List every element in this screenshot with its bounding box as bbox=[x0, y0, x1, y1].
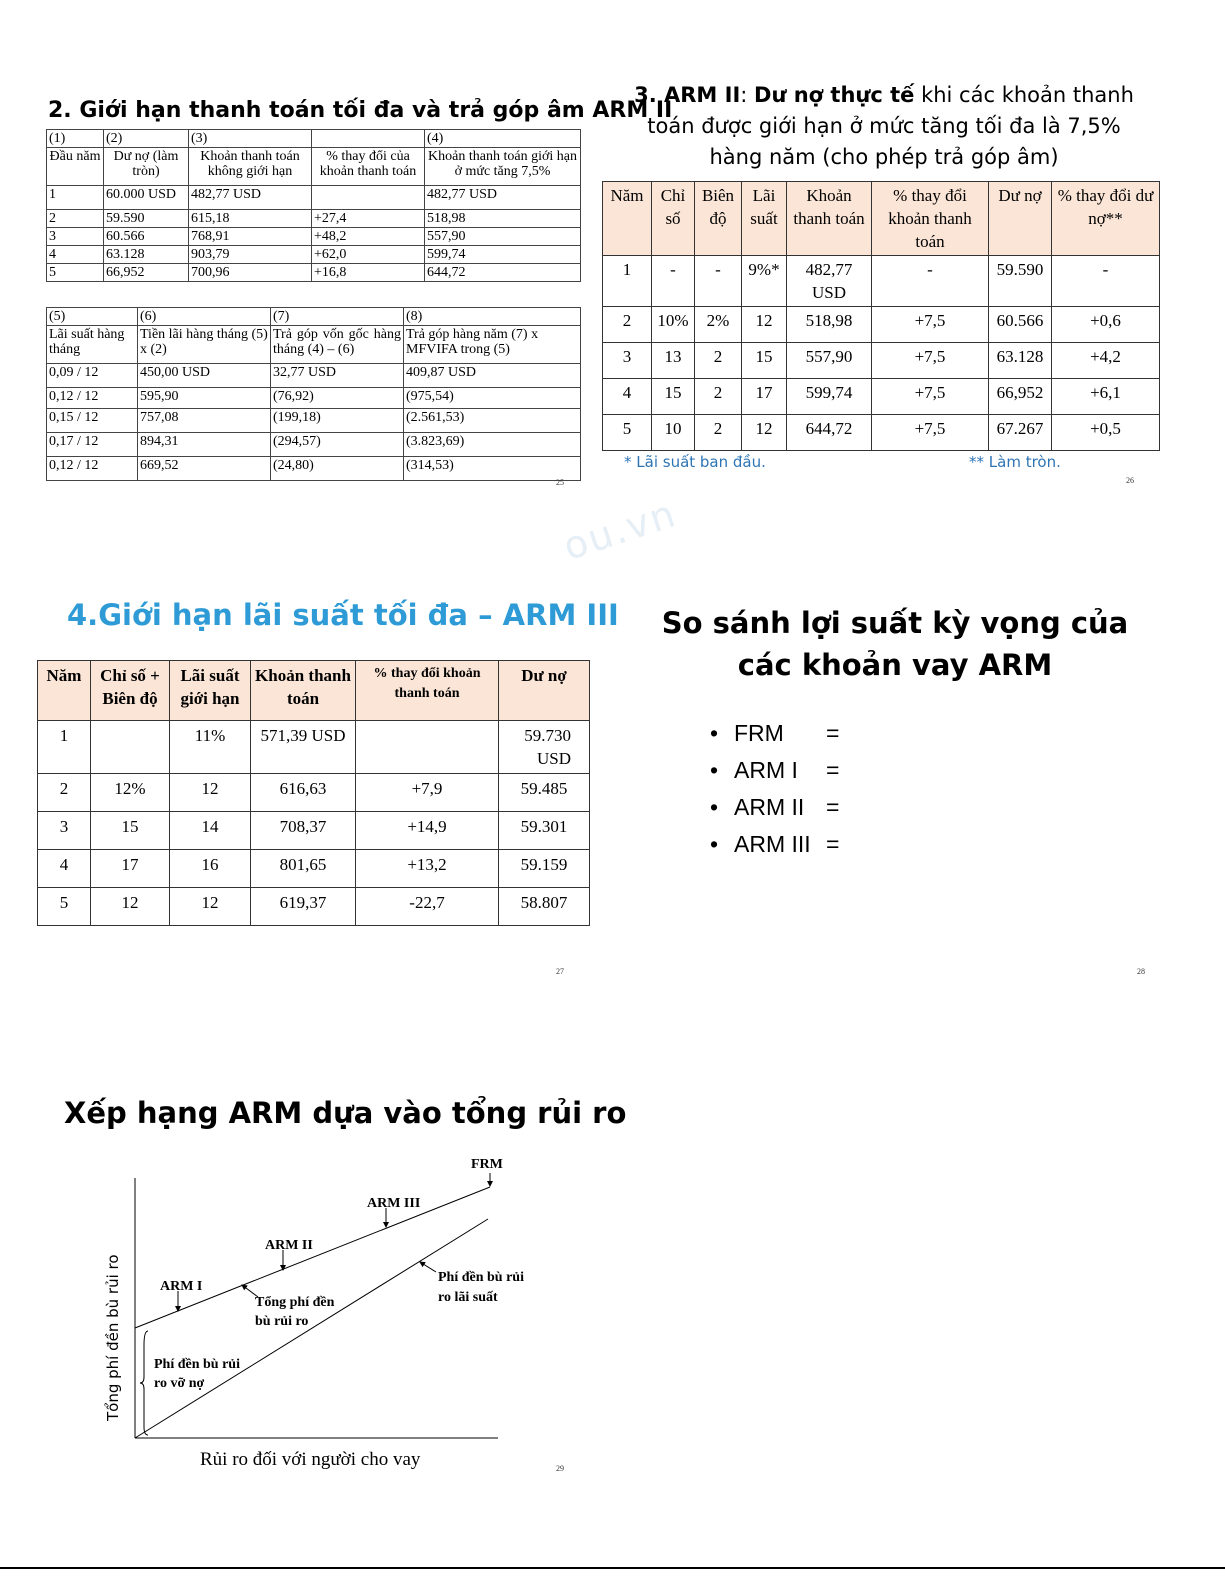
page-number: 26 bbox=[1126, 476, 1134, 485]
header-cell: Khoản thanh toán bbox=[251, 661, 356, 721]
col-number-row bbox=[47, 308, 581, 326]
list-item-label: ARM I bbox=[734, 757, 798, 783]
header-row bbox=[38, 661, 590, 721]
cell: 3 bbox=[38, 812, 91, 850]
cell: +6,1 bbox=[1052, 379, 1160, 415]
table-row bbox=[47, 228, 581, 246]
cell: 59.590 bbox=[104, 210, 189, 228]
cell bbox=[312, 130, 425, 148]
table-row bbox=[38, 774, 590, 812]
header-cell: % thay đổi của khoản thanh toán bbox=[312, 148, 425, 186]
cell: 66,952 bbox=[989, 379, 1052, 415]
cell: 757,08 bbox=[138, 409, 271, 433]
cell: 15 bbox=[91, 812, 170, 850]
arm3-label: ARM III bbox=[367, 1196, 421, 1211]
header-cell: Trả góp vốn gốc hàng tháng (4) – (6) bbox=[271, 326, 404, 364]
cell: 894,31 bbox=[138, 433, 271, 457]
cell bbox=[91, 721, 170, 774]
cell: 615,18 bbox=[189, 210, 312, 228]
page-bottom-rule bbox=[0, 1567, 1225, 1569]
arm2-label: ARM II bbox=[265, 1238, 313, 1253]
cell: +48,2 bbox=[312, 228, 425, 246]
cell: 14 bbox=[170, 812, 251, 850]
header-cell: Khoản thanh toán giới hạn ở mức tăng 7,5% bbox=[425, 148, 581, 186]
cell: 450,00 USD bbox=[138, 364, 271, 388]
cell: 0,15 / 12 bbox=[47, 409, 138, 433]
cell: 10% bbox=[652, 307, 695, 343]
cell: 4 bbox=[603, 379, 652, 415]
cell: 644,72 bbox=[425, 264, 581, 282]
list-item-label: ARM II bbox=[734, 794, 805, 820]
cell: 12 bbox=[170, 888, 251, 926]
cell: (2.561,53) bbox=[404, 409, 581, 433]
watermark: ou.vn bbox=[558, 491, 682, 569]
cell: (2) bbox=[104, 130, 189, 148]
rate-premium-arrow bbox=[420, 1262, 436, 1272]
bullet-icon: • bbox=[710, 794, 719, 820]
cell: (7) bbox=[271, 308, 404, 326]
cell: 12 bbox=[170, 774, 251, 812]
cell: 1 bbox=[603, 256, 652, 307]
cell: 1 bbox=[47, 186, 104, 210]
header-cell: Tiền lãi hàng tháng (5) x (2) bbox=[138, 326, 271, 364]
cell: 3 bbox=[603, 343, 652, 379]
cell: +4,2 bbox=[1052, 343, 1160, 379]
header-cell: Đầu năm bbox=[47, 148, 104, 186]
table-row bbox=[38, 721, 590, 774]
cell: 4 bbox=[38, 850, 91, 888]
list-item-label: FRM bbox=[734, 720, 784, 746]
risk-ranking-diagram bbox=[0, 1145, 560, 1485]
cell: 63.128 bbox=[989, 343, 1052, 379]
footnote-rounded: ** Làm tròn. bbox=[969, 453, 1061, 471]
cell: 557,90 bbox=[425, 228, 581, 246]
table-row bbox=[47, 388, 581, 409]
header-cell: Chỉ số + Biên độ bbox=[91, 661, 170, 721]
rate-premium-label-line1: Phí đền bù rủi bbox=[438, 1270, 524, 1285]
bullet-icon: • bbox=[710, 757, 719, 783]
cell: 17 bbox=[91, 850, 170, 888]
cell: +7,5 bbox=[872, 307, 989, 343]
cell: 58.807 bbox=[499, 888, 590, 926]
cell: 13 bbox=[652, 343, 695, 379]
cell: 801,65 bbox=[251, 850, 356, 888]
cell: 518,98 bbox=[425, 210, 581, 228]
footnote-initial-rate: * Lãi suất ban đầu. bbox=[624, 453, 766, 471]
header-row bbox=[47, 326, 581, 364]
cell: (4) bbox=[425, 130, 581, 148]
table-row bbox=[47, 457, 581, 481]
cell: 2 bbox=[603, 307, 652, 343]
table-row bbox=[603, 415, 1160, 451]
cell: 17 bbox=[742, 379, 787, 415]
cell: 59.301 bbox=[499, 812, 590, 850]
header-cell: Lãi suất bbox=[742, 182, 787, 256]
table-row bbox=[47, 433, 581, 457]
list-item bbox=[710, 794, 910, 831]
cell: 768,91 bbox=[189, 228, 312, 246]
cell: +0,5 bbox=[1052, 415, 1160, 451]
cell: 11% bbox=[170, 721, 251, 774]
cell: 12% bbox=[91, 774, 170, 812]
cell: 557,90 bbox=[787, 343, 872, 379]
cell: (76,92) bbox=[271, 388, 404, 409]
cell: (24,80) bbox=[271, 457, 404, 481]
title-rest: khi các khoản thanh toán được giới hạn ở mức tăng tối đa là 7,5% hàng năm (cho phép trả góp âm) bbox=[647, 83, 1134, 169]
cell: 619,37 bbox=[251, 888, 356, 926]
cell: 903,79 bbox=[189, 246, 312, 264]
cell: 2 bbox=[38, 774, 91, 812]
header-cell: Dư nợ bbox=[989, 182, 1052, 256]
list-item bbox=[710, 831, 910, 868]
cell: +7,5 bbox=[872, 343, 989, 379]
cell: 482,77 USD bbox=[189, 186, 312, 210]
cell: 571,39 USD bbox=[251, 721, 356, 774]
cell: 59.590 bbox=[989, 256, 1052, 307]
cell: +62,0 bbox=[312, 246, 425, 264]
cell: 599,74 bbox=[787, 379, 872, 415]
cell: +0,6 bbox=[1052, 307, 1160, 343]
cell: +14,9 bbox=[356, 812, 499, 850]
cell: (975,54) bbox=[404, 388, 581, 409]
cell: 66,952 bbox=[104, 264, 189, 282]
title-bold2: Dư nợ thực tế bbox=[754, 83, 915, 107]
table-row bbox=[47, 264, 581, 282]
header-cell: Khoản thanh toán không giới hạn bbox=[189, 148, 312, 186]
cell: - bbox=[652, 256, 695, 307]
cell: 9%* bbox=[742, 256, 787, 307]
cell: - bbox=[695, 256, 742, 307]
cell: 4 bbox=[47, 246, 104, 264]
cell: 2 bbox=[695, 415, 742, 451]
cell: (3) bbox=[189, 130, 312, 148]
header-cell: Năm bbox=[38, 661, 91, 721]
table-row bbox=[38, 812, 590, 850]
bullet-icon: • bbox=[710, 831, 719, 857]
header-cell: % thay đổi khoản thanh toán bbox=[356, 661, 499, 721]
cell: - bbox=[1052, 256, 1160, 307]
cell: 32,77 USD bbox=[271, 364, 404, 388]
header-row bbox=[47, 148, 581, 186]
default-premium-brace bbox=[140, 1331, 148, 1435]
table-row bbox=[47, 210, 581, 228]
cell: 63.128 bbox=[104, 246, 189, 264]
y-axis-label: Tổng phí đền bù rủi ro bbox=[104, 1254, 122, 1421]
slide26-title bbox=[628, 80, 1140, 173]
page-number: 29 bbox=[556, 1464, 564, 1473]
table-row bbox=[47, 186, 581, 210]
table-row bbox=[603, 343, 1160, 379]
cell: 67.267 bbox=[989, 415, 1052, 451]
default-premium-label-line1: Phí đền bù rủi bbox=[154, 1357, 240, 1372]
table-row bbox=[47, 409, 581, 433]
cell: 59.730 USD bbox=[499, 721, 590, 774]
cell: 482,77 USD bbox=[425, 186, 581, 210]
header-cell: Trả góp hàng năm (7) x MFVIFA trong (5) bbox=[404, 326, 581, 364]
slide25-table-top bbox=[46, 129, 581, 282]
cell: 482,77 USD bbox=[787, 256, 872, 307]
cell: (1) bbox=[47, 130, 104, 148]
header-cell: Biên độ bbox=[695, 182, 742, 256]
x-axis-label: Rủi ro đối với người cho vay bbox=[200, 1449, 421, 1470]
cell: 5 bbox=[47, 264, 104, 282]
cell: 59.485 bbox=[499, 774, 590, 812]
slide26-table bbox=[602, 181, 1160, 451]
cell: (6) bbox=[138, 308, 271, 326]
page-number: 28 bbox=[1137, 967, 1145, 976]
page-number: 25 bbox=[556, 478, 564, 487]
cell: 616,63 bbox=[251, 774, 356, 812]
header-row bbox=[603, 182, 1160, 256]
cell: +7,5 bbox=[872, 379, 989, 415]
equals-sign: = bbox=[826, 794, 840, 820]
cell: +16,8 bbox=[312, 264, 425, 282]
cell: 60.000 USD bbox=[104, 186, 189, 210]
list-item bbox=[710, 757, 910, 794]
bullet-icon: • bbox=[710, 720, 719, 746]
header-cell: Khoản thanh toán bbox=[787, 182, 872, 256]
list-item bbox=[710, 720, 910, 757]
cell: (3.823,69) bbox=[404, 433, 581, 457]
cell: +13,2 bbox=[356, 850, 499, 888]
cell: 0,12 / 12 bbox=[47, 388, 138, 409]
header-cell: Chỉ số bbox=[652, 182, 695, 256]
cell: (8) bbox=[404, 308, 581, 326]
equals-sign: = bbox=[826, 720, 840, 746]
arm1-label: ARM I bbox=[160, 1279, 203, 1294]
cell: 2% bbox=[695, 307, 742, 343]
title-sep: : bbox=[740, 83, 755, 107]
cell: -22,7 bbox=[356, 888, 499, 926]
rate-premium-label-line2: ro lãi suất bbox=[438, 1290, 498, 1305]
cell: (199,18) bbox=[271, 409, 404, 433]
comparison-list bbox=[710, 720, 910, 868]
cell: 15 bbox=[742, 343, 787, 379]
cell: 700,96 bbox=[189, 264, 312, 282]
cell: 2 bbox=[695, 343, 742, 379]
title-bold: 3. ARM II bbox=[634, 83, 741, 107]
cell: 5 bbox=[38, 888, 91, 926]
slide25-title: 2. Giới hạn thanh toán tối đa và trả góp âm ARM II bbox=[48, 98, 673, 123]
header-cell: Lãi suất giới hạn bbox=[170, 661, 251, 721]
cell: 15 bbox=[652, 379, 695, 415]
cell: 16 bbox=[170, 850, 251, 888]
table-row bbox=[38, 888, 590, 926]
header-cell: % thay đổi khoản thanh toán bbox=[872, 182, 989, 256]
cell: 595,90 bbox=[138, 388, 271, 409]
cell: 3 bbox=[47, 228, 104, 246]
list-item-label: ARM III bbox=[734, 831, 811, 857]
equals-sign: = bbox=[826, 757, 840, 783]
header-cell: Dư nợ bbox=[499, 661, 590, 721]
table-row bbox=[47, 246, 581, 264]
slide29-title: Xếp hạng ARM dựa vào tổng rủi ro bbox=[64, 1096, 627, 1130]
cell: 409,87 USD bbox=[404, 364, 581, 388]
cell: - bbox=[872, 256, 989, 307]
total-premium-label-line2: bù rủi ro bbox=[255, 1314, 309, 1329]
slide25-table-bottom bbox=[46, 307, 581, 481]
header-cell: % thay đổi dư nợ** bbox=[1052, 182, 1160, 256]
cell: 10 bbox=[652, 415, 695, 451]
table-row bbox=[38, 850, 590, 888]
frm-label: FRM bbox=[471, 1157, 503, 1172]
cell: 708,37 bbox=[251, 812, 356, 850]
cell bbox=[356, 721, 499, 774]
cell: 0,17 / 12 bbox=[47, 433, 138, 457]
default-premium-label-line2: ro vỡ nợ bbox=[154, 1376, 205, 1391]
total-premium-label-line1: Tổng phí đền bbox=[255, 1295, 335, 1310]
cell: +27,4 bbox=[312, 210, 425, 228]
cell: 0,09 / 12 bbox=[47, 364, 138, 388]
header-cell: Năm bbox=[603, 182, 652, 256]
equals-sign: = bbox=[826, 831, 840, 857]
slide28-title: So sánh lợi suất kỳ vọng của các khoản vay ARM bbox=[661, 606, 1129, 682]
cell: 60.566 bbox=[104, 228, 189, 246]
table-row bbox=[603, 307, 1160, 343]
cell bbox=[312, 186, 425, 210]
cell: (5) bbox=[47, 308, 138, 326]
slide27-table bbox=[37, 660, 590, 926]
cell: 12 bbox=[742, 307, 787, 343]
cell: 60.566 bbox=[989, 307, 1052, 343]
cell: (314,53) bbox=[404, 457, 581, 481]
slide27-title: 4.Giới hạn lãi suất tối đa – ARM III bbox=[67, 598, 619, 632]
cell: 599,74 bbox=[425, 246, 581, 264]
cell: 12 bbox=[91, 888, 170, 926]
cell: 1 bbox=[38, 721, 91, 774]
cell: 644,72 bbox=[787, 415, 872, 451]
table-row bbox=[47, 364, 581, 388]
table-row bbox=[603, 379, 1160, 415]
cell: 5 bbox=[603, 415, 652, 451]
cell: 2 bbox=[47, 210, 104, 228]
cell: 0,12 / 12 bbox=[47, 457, 138, 481]
header-cell: Lãi suất hàng tháng bbox=[47, 326, 138, 364]
cell: (294,57) bbox=[271, 433, 404, 457]
cell: 2 bbox=[695, 379, 742, 415]
cell: 518,98 bbox=[787, 307, 872, 343]
cell: 59.159 bbox=[499, 850, 590, 888]
table-row bbox=[603, 256, 1160, 307]
cell: +7,9 bbox=[356, 774, 499, 812]
page-number: 27 bbox=[556, 967, 564, 976]
col-number-row bbox=[47, 130, 581, 148]
cell: 669,52 bbox=[138, 457, 271, 481]
cell: 12 bbox=[742, 415, 787, 451]
header-cell: Dư nợ (làm tròn) bbox=[104, 148, 189, 186]
cell: +7,5 bbox=[872, 415, 989, 451]
